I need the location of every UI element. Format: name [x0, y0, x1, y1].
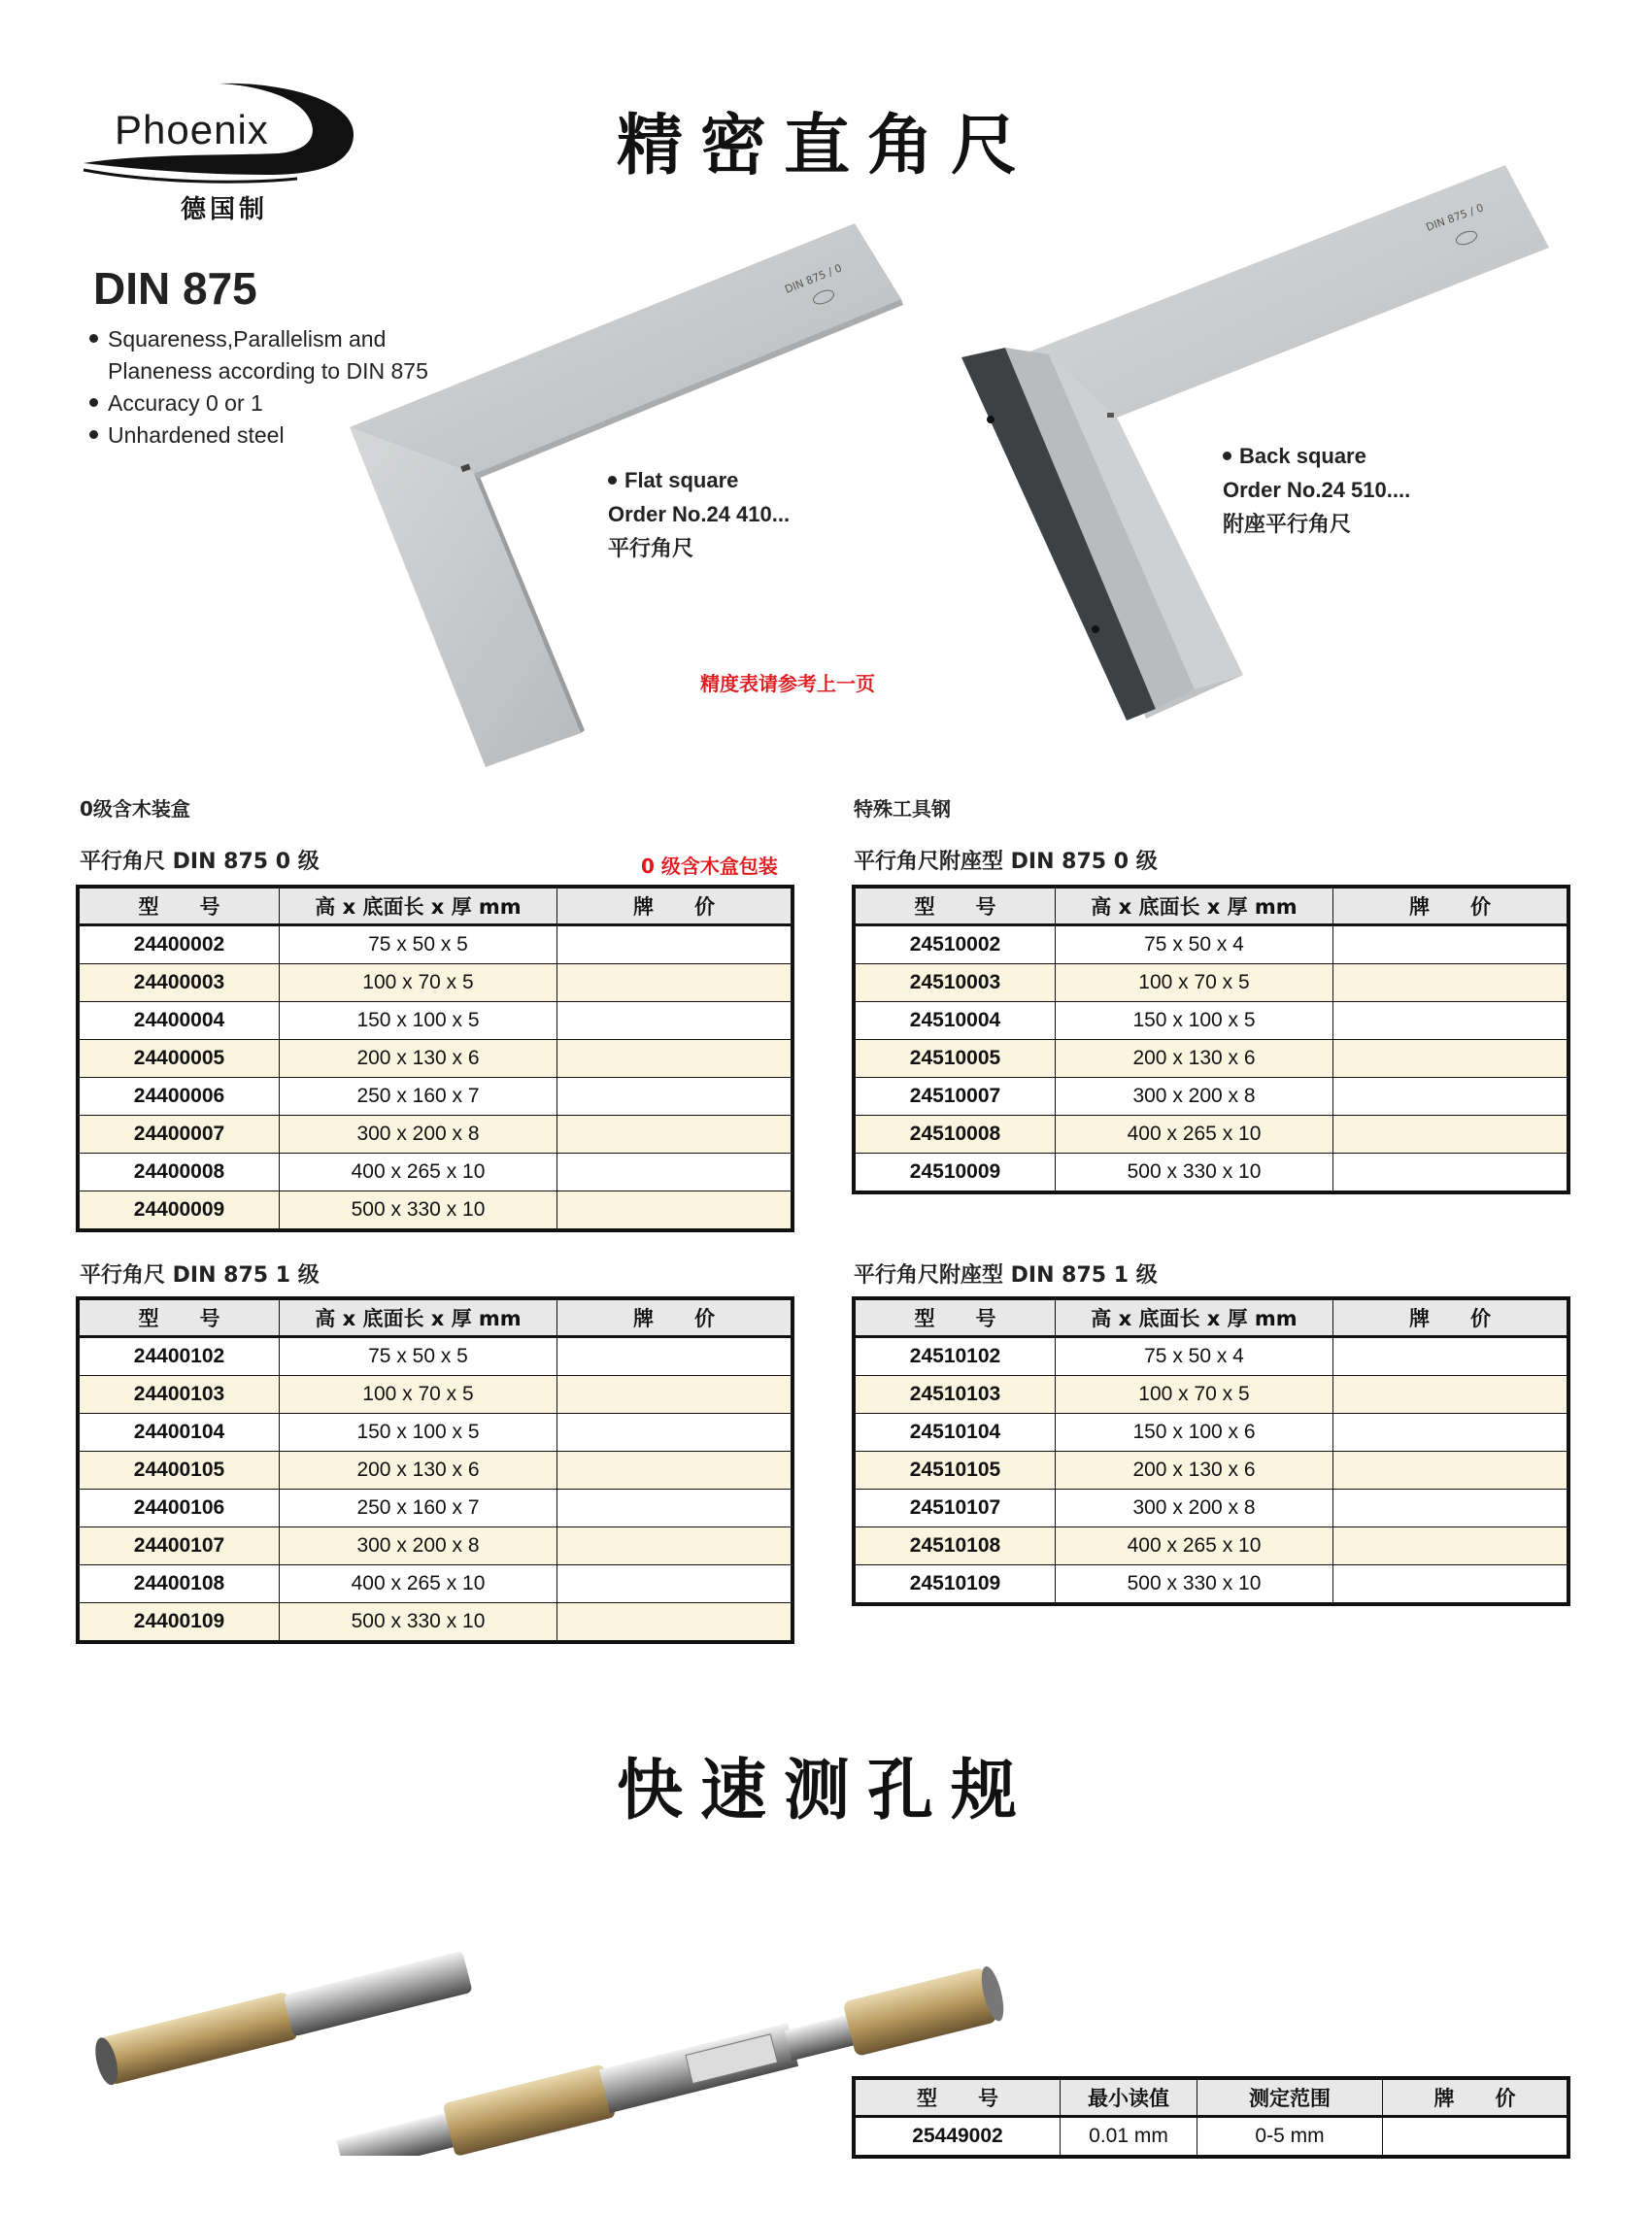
cell-dimensions: 400 x 265 x 10 [1056, 1527, 1333, 1565]
accuracy-note: 精度表请参考上一页 [700, 672, 875, 695]
cell-price [1383, 2117, 1569, 2158]
cell-model: 24510107 [854, 1490, 1056, 1527]
flat-square-caption: Flat square Order No.24 410... 平行角尺 [608, 468, 791, 560]
cell-dimensions: 75 x 50 x 4 [1056, 1337, 1333, 1376]
back-square-caption: Back square Order No.24 510.... 附座平行角尺 [1223, 444, 1411, 536]
cell-dimensions: 250 x 160 x 7 [280, 1490, 557, 1527]
cell-dimensions: 400 x 265 x 10 [1056, 1116, 1333, 1154]
cell-dimensions: 200 x 130 x 6 [280, 1452, 557, 1490]
cell-model: 24510002 [854, 925, 1056, 964]
cell-model: 24400008 [78, 1154, 280, 1191]
spec-table-flat0 [76, 885, 794, 1232]
cell-dimensions: 500 x 330 x 10 [280, 1191, 557, 1231]
cell-model: 24400006 [78, 1078, 280, 1116]
cell-price [557, 1002, 793, 1040]
cell-price [557, 1376, 793, 1414]
cell-price [557, 1490, 793, 1527]
table-label-back0: 平行角尺附座型 DIN 875 0 级 [854, 850, 1158, 874]
cell-dimensions: 100 x 70 x 5 [280, 1376, 557, 1414]
table-row [854, 1452, 1568, 1490]
table-row [854, 1078, 1568, 1116]
cell-model: 24400009 [78, 1191, 280, 1231]
cell-model: 24400102 [78, 1337, 280, 1376]
col-header-price: 牌 价 [1333, 1298, 1569, 1337]
table-row [854, 1040, 1568, 1078]
table-row [78, 1154, 792, 1191]
wood-box-note: 0 级含木盒包装 [641, 855, 778, 878]
table-row [78, 1490, 792, 1527]
cell-price [1333, 964, 1569, 1002]
cell-price [557, 1116, 793, 1154]
logo-brand: Phoenix [115, 107, 269, 152]
cell-dimensions: 75 x 50 x 5 [280, 925, 557, 964]
bullet-icon [89, 430, 98, 439]
table-row [854, 1337, 1568, 1376]
col-header-dimensions: 高 x 底面长 x 厚 mm [280, 1298, 557, 1337]
cell-price [1333, 1376, 1569, 1414]
table-row [78, 1337, 792, 1376]
cell-price [557, 1154, 793, 1191]
cell-price [557, 1565, 793, 1603]
feature-item: Accuracy 0 or 1 [89, 387, 428, 419]
table-row [854, 1002, 1568, 1040]
cell-price [557, 925, 793, 964]
cell-dimensions: 500 x 330 x 10 [280, 1603, 557, 1643]
table-row [854, 1414, 1568, 1452]
bullet-icon [1223, 452, 1231, 460]
col-header-price: 牌 价 [557, 887, 793, 925]
table-label-flat1: 平行角尺 DIN 875 1 级 [80, 1263, 320, 1288]
cell-model: 25449002 [854, 2117, 1061, 2158]
col-header-model: 型 号 [78, 887, 280, 925]
table-row [854, 2117, 1568, 2158]
cell-price [557, 1337, 793, 1376]
cell-model: 24400103 [78, 1376, 280, 1414]
table-row [78, 1452, 792, 1490]
cell-model: 24510008 [854, 1116, 1056, 1154]
cell-price [1333, 1002, 1569, 1040]
table-row [854, 1154, 1568, 1193]
cell-price [1333, 1078, 1569, 1116]
cell-model: 24510108 [854, 1527, 1056, 1565]
cell-dimensions: 75 x 50 x 5 [280, 1337, 557, 1376]
cell-dimensions: 300 x 200 x 8 [1056, 1078, 1333, 1116]
table-row [78, 964, 792, 1002]
cell-price [1333, 1040, 1569, 1078]
col-header-dimensions: 高 x 底面长 x 厚 mm [1056, 887, 1333, 925]
col-header-model: 型 号 [854, 1298, 1056, 1337]
cell-price [557, 964, 793, 1002]
cell-dimensions: 150 x 100 x 5 [280, 1002, 557, 1040]
logo-subtitle: 德国制 [181, 195, 269, 224]
table-row [78, 1116, 792, 1154]
cell-price [557, 1452, 793, 1490]
table-label-flat0: 平行角尺 DIN 875 0 级 [80, 850, 320, 874]
col-header-min-reading: 最小读值 [1061, 2078, 1197, 2117]
cell-model: 24400105 [78, 1452, 280, 1490]
cell-model: 24510104 [854, 1414, 1056, 1452]
table-row [78, 1040, 792, 1078]
cell-model: 24510109 [854, 1565, 1056, 1605]
cell-model: 24400007 [78, 1116, 280, 1154]
cell-dimensions: 400 x 265 x 10 [280, 1154, 557, 1191]
spec-table-back0 [852, 885, 1570, 1194]
cell-dimensions: 100 x 70 x 5 [1056, 964, 1333, 1002]
table-row [854, 964, 1568, 1002]
cell-dimensions: 150 x 100 x 5 [1056, 1002, 1333, 1040]
cell-model: 24400005 [78, 1040, 280, 1078]
cell-dimensions: 300 x 200 x 8 [280, 1116, 557, 1154]
feature-item: Unhardened steel [89, 419, 428, 452]
table-row [78, 1002, 792, 1040]
cell-model: 24510009 [854, 1154, 1056, 1193]
table-row [854, 925, 1568, 964]
cell-dimensions: 200 x 130 x 6 [1056, 1040, 1333, 1078]
cell-price [1333, 1414, 1569, 1452]
cell-price [1333, 1527, 1569, 1565]
feature-item: Squareness,Parallelism and [89, 323, 428, 355]
col-header-model: 型 号 [78, 1298, 280, 1337]
table-row [854, 1490, 1568, 1527]
col-header-range: 测定范围 [1197, 2078, 1383, 2117]
table-row [854, 1116, 1568, 1154]
page-title: 精密直角尺 [617, 108, 1035, 184]
table-row [78, 1376, 792, 1414]
cell-dimensions: 300 x 200 x 8 [280, 1527, 557, 1565]
cell-price [1333, 1565, 1569, 1605]
spec-table-back1 [852, 1296, 1570, 1606]
cell-dimensions: 150 x 100 x 6 [1056, 1414, 1333, 1452]
table-row [78, 1565, 792, 1603]
cell-price [557, 1527, 793, 1565]
table-row [854, 1565, 1568, 1605]
cell-price [557, 1040, 793, 1078]
table-row [78, 1191, 792, 1231]
cell-dimensions: 100 x 70 x 5 [1056, 1376, 1333, 1414]
cell-dimensions: 500 x 330 x 10 [1056, 1565, 1333, 1605]
cell-dimensions: 100 x 70 x 5 [280, 964, 557, 1002]
cell-price [1333, 1490, 1569, 1527]
cell-price [1333, 1116, 1569, 1154]
cell-price [557, 1414, 793, 1452]
col-header-price: 牌 价 [557, 1298, 793, 1337]
left-section-label: 0级含木装盒 [80, 797, 190, 821]
cell-model: 24510005 [854, 1040, 1056, 1078]
cell-price [557, 1603, 793, 1643]
gauge-title: 快速测孔规 [617, 1753, 1035, 1829]
table-row [78, 1603, 792, 1643]
cell-model: 24400004 [78, 1002, 280, 1040]
back-square-engraving: DIN 875 / 0 [1424, 201, 1486, 234]
spec-table-flat1 [76, 1296, 794, 1644]
cell-dimensions: 75 x 50 x 4 [1056, 925, 1333, 964]
cell-dimensions: 300 x 200 x 8 [1056, 1490, 1333, 1527]
cell-price [557, 1191, 793, 1231]
gauge-spec-table [852, 2076, 1570, 2159]
table-row [78, 1527, 792, 1565]
cell-price [1333, 1154, 1569, 1193]
cell-dimensions: 150 x 100 x 5 [280, 1414, 557, 1452]
cell-range: 0-5 mm [1197, 2117, 1383, 2158]
feature-item: Planeness according to DIN 875 [108, 358, 428, 384]
cell-price [1333, 925, 1569, 964]
cell-price [1333, 1452, 1569, 1490]
table-row [78, 925, 792, 964]
cell-model: 24400108 [78, 1565, 280, 1603]
table-row [78, 1078, 792, 1116]
table-row [854, 1376, 1568, 1414]
cell-model: 24400106 [78, 1490, 280, 1527]
cell-dimensions: 200 x 130 x 6 [1056, 1452, 1333, 1490]
bullet-icon [608, 476, 617, 485]
col-header-price: 牌 价 [1333, 887, 1569, 925]
bullet-icon [89, 334, 98, 343]
cell-model: 24400107 [78, 1527, 280, 1565]
cell-dimensions: 250 x 160 x 7 [280, 1078, 557, 1116]
cell-price [557, 1078, 793, 1116]
cell-model: 24400109 [78, 1603, 280, 1643]
cell-model: 24510003 [854, 964, 1056, 1002]
cell-model: 24510004 [854, 1002, 1056, 1040]
col-header-dimensions: 高 x 底面长 x 厚 mm [1056, 1298, 1333, 1337]
cell-model: 24510103 [854, 1376, 1056, 1414]
col-header-model: 型 号 [854, 887, 1056, 925]
cell-dimensions: 500 x 330 x 10 [1056, 1154, 1333, 1193]
cell-price [1333, 1337, 1569, 1376]
table-row [854, 1527, 1568, 1565]
cell-model: 24400104 [78, 1414, 280, 1452]
bullet-icon [89, 398, 98, 407]
cell-model: 24510105 [854, 1452, 1056, 1490]
flat-square-engraving: DIN 875 / 0 [783, 261, 844, 296]
cell-dimensions: 400 x 265 x 10 [280, 1565, 557, 1603]
cell-model: 24510102 [854, 1337, 1056, 1376]
right-section-label: 特殊工具钢 [854, 797, 951, 821]
cell-model: 24400002 [78, 925, 280, 964]
col-header-dimensions: 高 x 底面长 x 厚 mm [280, 887, 557, 925]
cell-dimensions: 200 x 130 x 6 [280, 1040, 557, 1078]
table-row [78, 1414, 792, 1452]
phoenix-logo [74, 78, 365, 233]
cell-model: 24510007 [854, 1078, 1056, 1116]
cell-min-reading: 0.01 mm [1061, 2117, 1197, 2158]
col-header-model: 型 号 [854, 2078, 1061, 2117]
din-standard: DIN 875 [93, 263, 257, 314]
col-header-price: 牌 价 [1383, 2078, 1569, 2117]
table-label-back1: 平行角尺附座型 DIN 875 1 级 [854, 1263, 1158, 1288]
cell-model: 24400003 [78, 964, 280, 1002]
